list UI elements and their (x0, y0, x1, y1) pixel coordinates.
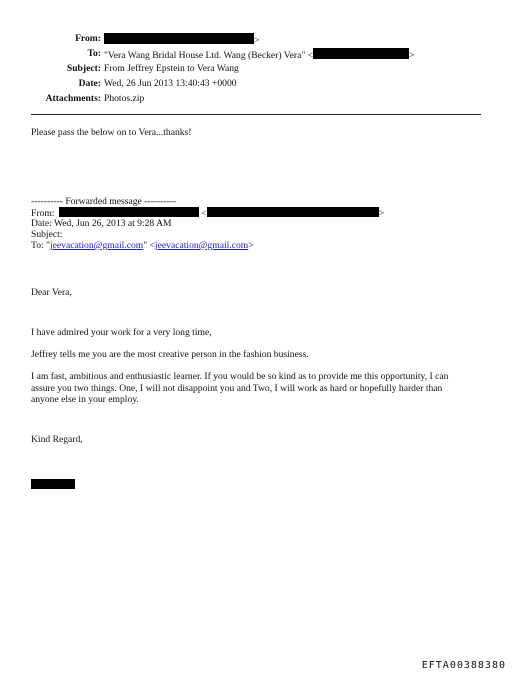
paragraph-3-line: I am fast, ambitious and enthusiastic learner. If you would be so kind as to provide me this opportunity, I can (31, 371, 449, 382)
email-link[interactable]: jeevacation@gmail.com (49, 240, 144, 251)
paragraph-3-line: assure you two things. One, I will not disappoint you and Two, I will work as hard or hopefully harder than (31, 382, 443, 394)
from-label: From: (75, 33, 101, 44)
subject-value: From Jeffrey Epstein to Vera Wang (104, 63, 239, 74)
redaction-box (59, 207, 199, 217)
date-value: Wed, 26 Jun 2013 13:40:43 +0000 (104, 78, 237, 89)
header-attachments-row (0, 93, 512, 108)
forwarded-from-line (31, 207, 491, 218)
forwarded-to-mid: " < (143, 240, 155, 251)
header-date-row (0, 78, 512, 93)
forwarded-to-suffix: > (248, 240, 254, 251)
to-suffix: > (409, 50, 415, 61)
to-text: "Vera Wang Bridal House Ltd. Wang (Becker) Vera" < (104, 50, 314, 61)
redaction-box (207, 207, 379, 217)
date-label: Date: (78, 78, 101, 89)
forwarded-message (31, 196, 491, 251)
paragraph-2: Jeffrey tells me you are the most creative person in the fashion business. (31, 349, 309, 360)
redaction-box (104, 33, 254, 44)
forward-note: Please pass the below on to Vera...thanks! (31, 127, 192, 138)
paragraph-3-line: anyone else in your employ. (31, 394, 139, 405)
forwarded-from-mid: < (201, 208, 207, 219)
header-from-row (0, 33, 512, 48)
from-value (104, 33, 259, 47)
forwarded-from-suffix: > (378, 208, 385, 219)
email-header (0, 33, 512, 108)
header-divider (31, 114, 481, 115)
forwarded-date-line: Date: Wed, Jun 26, 2013 at 9:28 AM (31, 218, 172, 229)
paragraph-1: I have admired your work for a very long time, (31, 327, 212, 338)
closing: Kind Regard, (31, 434, 83, 445)
paragraph-3 (31, 371, 481, 406)
to-label: To: (87, 48, 101, 59)
redaction-box (313, 48, 409, 59)
forwarded-to-label: To: " (31, 240, 50, 251)
forwarded-subject-line: Subject: (31, 229, 63, 240)
document-id: EFTA00388380 (421, 660, 506, 671)
header-subject-row (0, 63, 512, 78)
forwarded-banner: ---------- Forwarded message ---------- (31, 196, 177, 207)
forwarded-from-label: From: (31, 208, 55, 219)
attachments-label: Attachments: (45, 93, 101, 104)
header-to-row (0, 48, 512, 63)
to-value (104, 48, 415, 62)
email-link[interactable]: jeevacation@gmail.com (154, 240, 249, 251)
attachments-value: Photos.zip (104, 93, 145, 104)
redacted-signature (31, 479, 75, 489)
subject-label: Subject: (66, 63, 101, 74)
from-suffix: > (254, 35, 260, 46)
salutation: Dear Vera, (31, 287, 72, 298)
forwarded-to-line (31, 240, 491, 251)
